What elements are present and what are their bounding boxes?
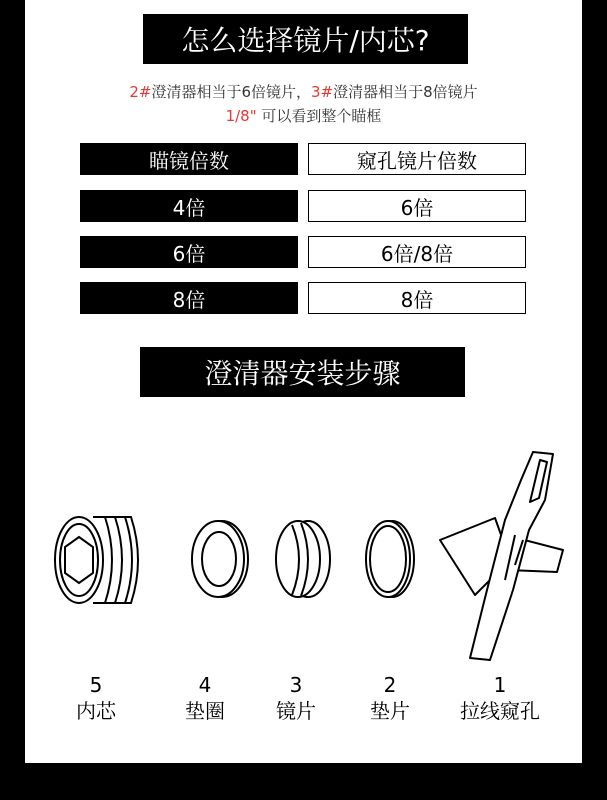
intro-size: 1/8" [225, 107, 257, 125]
part-name: 垫圈 [185, 699, 225, 723]
intro-line-2 [25, 104, 582, 128]
content-card [25, 0, 582, 763]
intro-code-3: 3# [311, 83, 334, 101]
table-header-peep: 窥孔镜片倍数 [308, 143, 526, 175]
part-name: 内芯 [76, 699, 116, 723]
part-number: 5 [89, 673, 103, 697]
intro-line-1 [25, 80, 582, 104]
part-label-core [51, 672, 141, 724]
section-title-install: 澄清器安装步骤 [140, 347, 465, 397]
part-name: 拉线窥孔 [460, 699, 540, 723]
section-title-lens: 怎么选择镜片/内芯? [143, 14, 468, 64]
table-cell-scope: 6倍 [80, 236, 298, 268]
part-label-washer [160, 672, 250, 724]
part-label-lens [251, 672, 341, 724]
intro-size-text: 可以看到整个瞄框 [256, 107, 382, 125]
lens-illustration [268, 515, 338, 605]
part-label-shim [345, 672, 435, 724]
table-cell-peep: 8倍 [308, 282, 526, 314]
intro-code-2: 2# [129, 83, 152, 101]
table-cell-scope: 4倍 [80, 190, 298, 222]
part-number: 1 [493, 673, 507, 697]
table-cell-peep: 6倍 [308, 190, 526, 222]
part-name: 垫片 [370, 699, 410, 723]
washer-illustration [185, 515, 255, 605]
part-name: 镜片 [276, 699, 316, 723]
intro-text-3: 澄清器相当于8倍镜片 [333, 83, 478, 101]
part-label-peep-sight [455, 672, 545, 724]
intro-text-2: 澄清器相当于6倍镜片， [151, 83, 311, 101]
table-cell-peep: 6倍/8倍 [308, 236, 526, 268]
part-number: 4 [198, 673, 212, 697]
peep-sight-illustration [435, 440, 570, 670]
part-number: 2 [383, 673, 397, 697]
part-number: 3 [289, 673, 303, 697]
shim-illustration [355, 515, 425, 605]
table-cell-scope: 8倍 [80, 282, 298, 314]
core-illustration [53, 505, 153, 615]
table-header-scope: 瞄镜倍数 [80, 143, 298, 175]
